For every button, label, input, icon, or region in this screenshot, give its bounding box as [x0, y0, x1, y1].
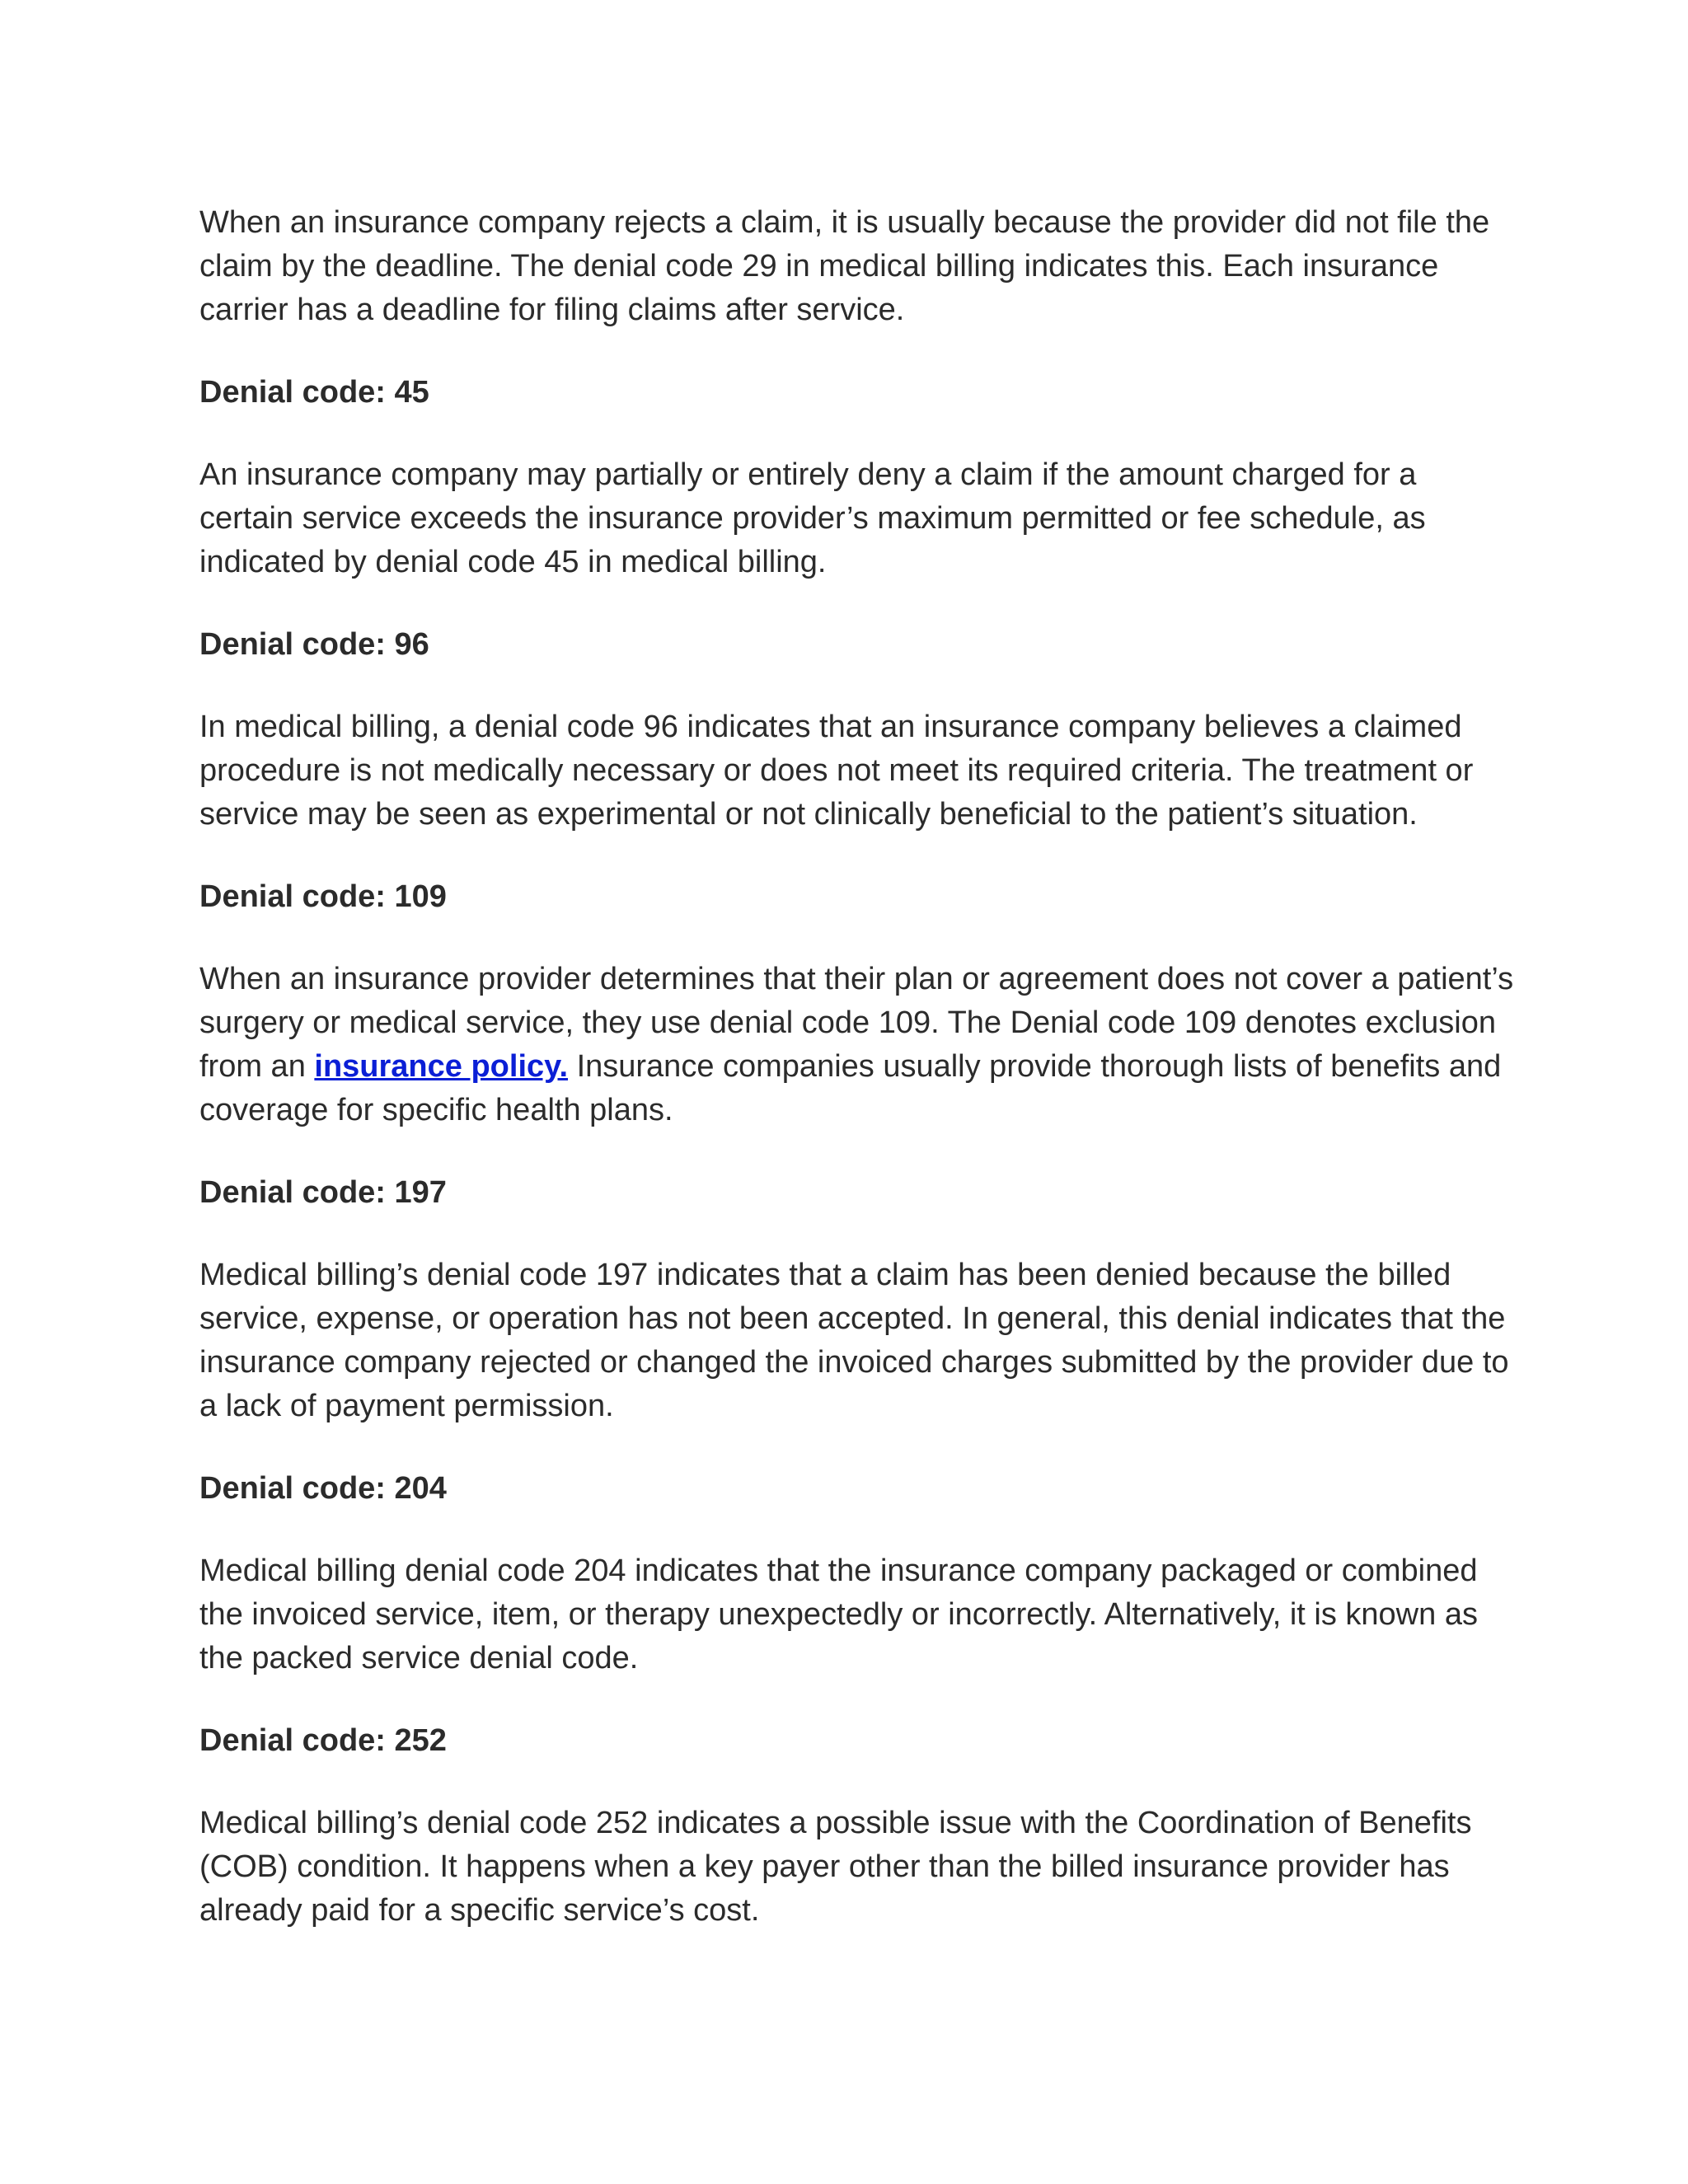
insurance-policy-link[interactable]: insurance policy.: [314, 1049, 569, 1084]
section-paragraph-96: In medical billing, a denial code 96 indicates that an insurance company believes a claimed procedure is not medically necessary or does not meet its required criteria. The treatment or service may be seen as experimental or not clinically beneficial to the patient’s situation.: [199, 710, 1474, 832]
section-paragraph-252: Medical billing’s denial code 252 indicates a possible issue with the Coordination of Benefits (COB) condition. It happens when a key payer other than the billed insurance provider has already paid for a specific service’s cost.: [199, 1806, 1472, 1928]
section-heading-252: Denial code: 252: [199, 1723, 447, 1758]
section-heading-204: Denial code: 204: [199, 1471, 447, 1506]
section-paragraph-197: Medical billing’s denial code 197 indicates that a claim has been denied because the billed service, expense, or operation has not been accepted. In general, this denial indicates that the insurance company rejected or changed the invoiced charges submitted by the provider due to a lack of payment permission.: [199, 1258, 1509, 1423]
paragraph-text-before-link: When an insurance provider determines that their plan or agreement does not cover a patient’s surgery or medical service, they use denial code 109. The Denial code 109 denotes exclusion from an: [199, 962, 1514, 1084]
intro-paragraph: When an insurance company rejects a claim, it is usually because the provider did not file the claim by the deadline. The denial code 29 in medical billing indicates this. Each insurance carrier has a deadline for filing claims after service.: [199, 205, 1490, 327]
paragraph-text-after-link: Insurance companies usually provide thorough lists of benefits and coverage for specific health plans.: [199, 1049, 1502, 1127]
section-heading-197: Denial code: 197: [199, 1175, 447, 1210]
section-heading-45: Denial code: 45: [199, 375, 429, 410]
section-heading-96: Denial code: 96: [199, 627, 429, 662]
section-paragraph-109: [199, 958, 1518, 1132]
section-paragraph-45: An insurance company may partially or entirely deny a claim if the amount charged for a certain service exceeds the insurance provider’s maximum permitted or fee schedule, as indicated by denial code 45 in medical billing.: [199, 457, 1426, 579]
section-heading-109: Denial code: 109: [199, 879, 447, 914]
section-paragraph-204: Medical billing denial code 204 indicates that the insurance company packaged or combined the invoiced service, item, or therapy unexpectedly or incorrectly. Alternatively, it is known as the packed service denial code.: [199, 1554, 1478, 1675]
document-page: [199, 201, 1518, 1971]
